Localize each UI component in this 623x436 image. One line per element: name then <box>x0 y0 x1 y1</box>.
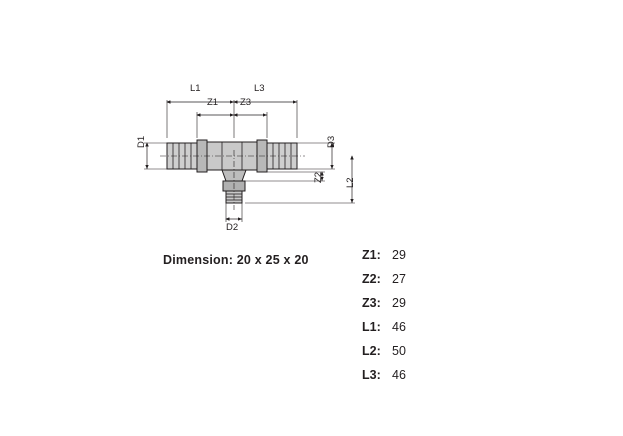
dim-label-L2: L2 <box>345 177 356 188</box>
tee-fitting-drawing <box>130 80 390 260</box>
table-row-key: Z2: <box>362 272 381 286</box>
tee-fitting-svg <box>130 80 390 260</box>
dimension-table <box>362 248 432 392</box>
table-row <box>362 272 432 296</box>
table-row-value: 29 <box>392 296 406 310</box>
dim-label-D1: D1 <box>136 135 147 148</box>
table-row-key: L3: <box>362 368 381 382</box>
table-row <box>362 344 432 368</box>
dim-label-Z2: Z2 <box>313 171 324 183</box>
table-row <box>362 296 432 320</box>
table-row <box>362 368 432 392</box>
dimension-caption-value: 20 x 25 x 20 <box>236 253 309 267</box>
dim-label-L3: L3 <box>254 83 265 94</box>
dimension-caption <box>163 253 309 267</box>
table-row-key: Z3: <box>362 296 381 310</box>
table-row <box>362 320 432 344</box>
table-row-value: 46 <box>392 320 406 334</box>
table-row-value: 27 <box>392 272 406 286</box>
dim-label-D2: D2 <box>226 222 239 233</box>
table-row <box>362 248 432 272</box>
dim-label-L1: L1 <box>190 83 201 94</box>
table-row-key: L1: <box>362 320 381 334</box>
dim-label-D3: D3 <box>326 135 337 148</box>
table-row-value: 46 <box>392 368 406 382</box>
dimension-caption-label: Dimension: <box>163 253 234 267</box>
table-row-key: Z1: <box>362 248 381 262</box>
fitting-body <box>160 140 305 210</box>
table-row-value: 50 <box>392 344 406 358</box>
table-row-value: 29 <box>392 248 406 262</box>
table-row-key: L2: <box>362 344 381 358</box>
dim-label-Z3: Z3 <box>240 97 252 108</box>
dim-label-Z1: Z1 <box>207 97 219 108</box>
